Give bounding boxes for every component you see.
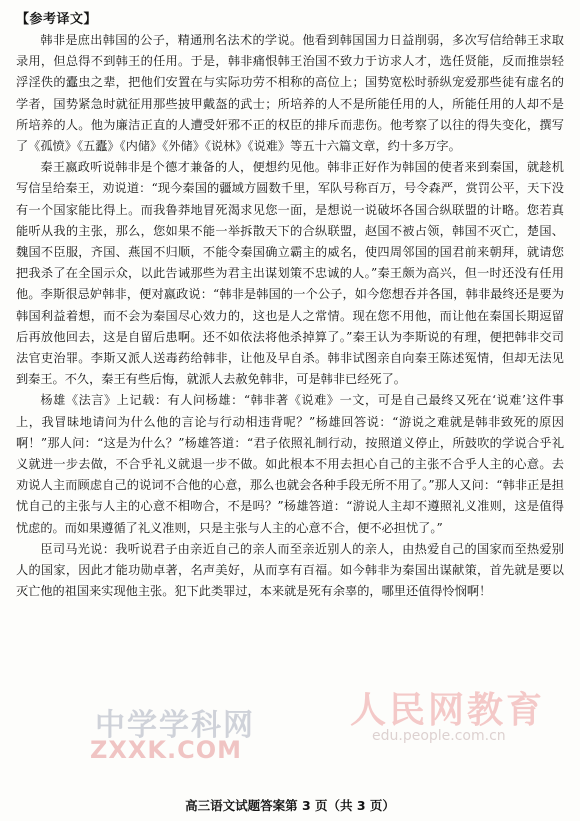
people-watermark-logo: 人民网教育	[350, 690, 546, 731]
zxxk-watermark-url: ZXXK.COM	[90, 736, 243, 764]
paragraph-1: 韩非是庶出韩国的公子，精通刑名法术的学说。他看到韩国国力日益削弱，多次写信给韩王求取录用，但总得不到韩王的任用。于是，韩非痛恨韩王治国不致力于访求人才，选任贤能，反而推崇轻浮淫佚的蠹虫之辈，把他们安置在与实际功劳不相称的高位上；国势宽松时骄纵宠爱那些徒有虚名的学者，国势紧急时就征用那些披甲戴盔的武士；所培养的人不是所能任用的人，所能任用的人却不是所培养的人。他为廉洁正直的人遭受奸邪不正的权臣的排斥而悲伤。他考察了以往的得失变化，撰写了《孤愤》《五蠹》《内储》《外储》《说林》《说难》等五十六篇文章，约十多万字。	[16, 33, 564, 154]
paragraph-2: 秦王嬴政听说韩非是个德才兼备的人，便想约见他。韩非正好作为韩国的使者来到秦国，就趁机写信呈给秦王，劝说道：“现今秦国的疆域方圆数千里，军队号称百万，号令森严，赏罚公平，天下没有一个国家能比得上。而我鲁莽地冒死渴求见您一面，是想说一说破坏各国合纵联盟的计略。您若真能听从我的主张，那么，您如果不能一举拆散天下的合纵联盟，赵国不被占领，韩国不灭亡，楚国、魏国不臣服，齐国、燕国不归顺，不能令秦国确立霸主的威名，使四周邻国的国君前来朝拜，就请您把我杀了在全国示众，以此告诫那些为君主出谋划策不忠诚的人。”秦王颇为高兴，但一时还没有任用他。李斯很忌妒韩非，便对嬴政说：“韩非是韩国的一个公子，如今您想吞并各国，韩非最终还是要为韩国利益着想，而不会为秦国尽心效力的，这也是人之常情。现在您不用他，而让他在秦国长期逗留后再放他回去，这是自留后患啊。还不如依法将他杀掉算了。”秦王认为李斯说的有理，便把韩非交司法官吏治罪。李斯又派人送毒药给韩非，让他及早自杀。韩非试图亲自向秦王陈述冤情，但却无法见到秦王。不久，秦王有些后悔，就派人去赦免韩非，可是韩非已经死了。	[16, 160, 564, 387]
zxxk-watermark-logo: 中学学科网	[95, 708, 255, 743]
page-footer: 高三语文试题答案第 3 页（共 3 页）	[185, 798, 395, 813]
section-heading: 【参考译文】	[16, 12, 98, 27]
paragraph-4: 臣司马光说：我听说君子由亲近自己的亲人而至亲近别人的亲人，由热爱自己的国家而至热爱别人的国家，因此才能功勋卓著，名声美好，从而享有百福。如今韩非为秦国出谋献策，首先就是要以灭亡他的祖国来实现他主张。犯下此类罪过，本来就是死有余辜的，哪里还值得怜悯啊！	[16, 541, 564, 599]
paragraph-3: 杨雄《法言》上记载：有人问杨雄：“韩非著《说难》一文，可是自己最终又死在‘说难’这件事上，我冒昧地请问为什么他的言论与行动相违背呢？”杨雄回答说：“游说之难就是韩非致死的原因啊！”那人问：“这是为什么？”杨雄答道：“君子依照礼制行动，按照道义停止，所鼓吹的学说合乎礼义就进一步去做，不合乎礼义就退一步不做。如此根本不用去担心自己的主张不合乎人主的心意。去劝说人主而顾虑自己的说词不合他的心意，那么也就会各种手段无所不用了。”那人又问：“韩非正是担忧自己的主张与人主的心意不相吻合，不是吗？”杨雄答道：“游说人主却不遵照礼义准则，这是值得忧虑的。而如果遵循了礼义准则，只是主张与人主的心意不合，便不必担忧了。”	[16, 393, 564, 535]
people-watermark-url: edu.people.com.cn	[372, 728, 506, 744]
document-body	[16, 30, 564, 602]
